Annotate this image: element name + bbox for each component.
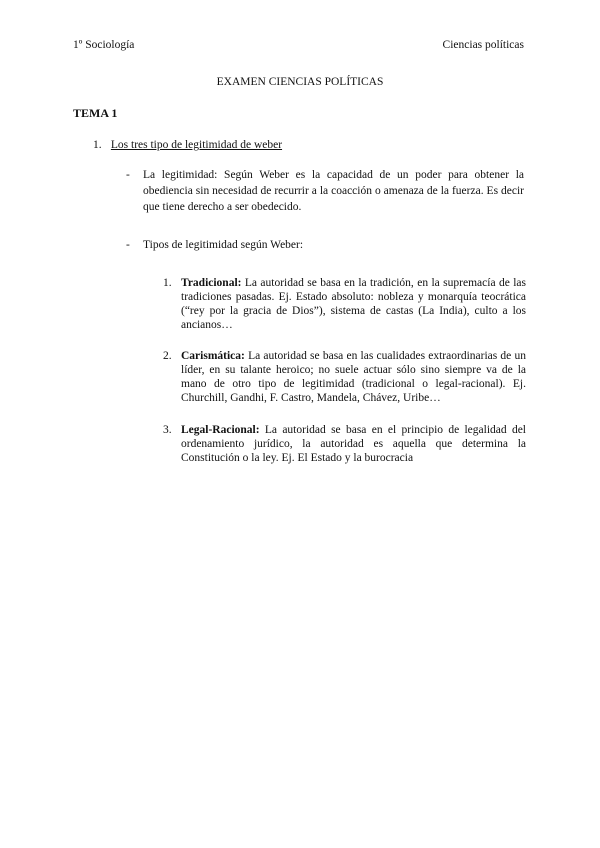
type-legal-racional — [181, 423, 526, 465]
question-text: Los tres tipo de legitimidad de weber — [110, 139, 283, 151]
section-heading: TEMA 1 — [73, 106, 118, 120]
bullet-legitimidad: La legitimidad: Según Weber es la capacidad de un poder para obtener la obediencia sin necesidad de recurrir a la coacción o amenaza de la fuerza. Es decir que tiene derecho a ser obedecido. — [143, 169, 524, 213]
type-number: 2. — [163, 350, 172, 362]
question-number: 1. — [93, 139, 102, 151]
type-description: La autoridad se basa en las cualidades extraordinarias de un líder, en su talante heroico; no suele actuar sólo sino siempre va de la mano de otro tipo de legitimidad (tradicional o legal-racional). Ej. Churchill, Gandhi, F. Castro, Mandela, Chávez, Uribe… — [181, 350, 526, 404]
type-description: La autoridad se basa en el principio de legalidad del ordenamiento jurídico, la autoridad es aquella que determina la Constitución o la ley. Ej. El Estado y la burocracia — [181, 424, 526, 464]
type-description: La autoridad se basa en la tradición, en la supremacía de las tradiciones pasadas. Ej. Estado absoluto: nobleza y monarquía teocrática (“rey por la gracia de Dios”), sistema de castas (La India), culto a los ancianos… — [181, 277, 526, 331]
type-term: Legal-Racional: — [181, 424, 260, 436]
exam-title: EXAMEN CIENCIAS POLÍTICAS — [216, 76, 384, 88]
type-carismatica — [181, 349, 526, 405]
type-term: Carismática: — [181, 350, 245, 362]
type-term: Tradicional: — [181, 277, 242, 289]
bullet-marker: - — [126, 169, 130, 181]
question-1 — [93, 138, 282, 152]
type-number: 1. — [163, 277, 172, 289]
header-subject: Ciencias políticas — [442, 39, 524, 51]
bullet-tipos: Tipos de legitimidad según Weber: — [143, 239, 304, 251]
header-course: 1º Sociología — [73, 39, 135, 51]
bullet-marker: - — [126, 239, 130, 251]
type-tradicional — [181, 276, 526, 332]
type-number: 3. — [163, 424, 172, 436]
